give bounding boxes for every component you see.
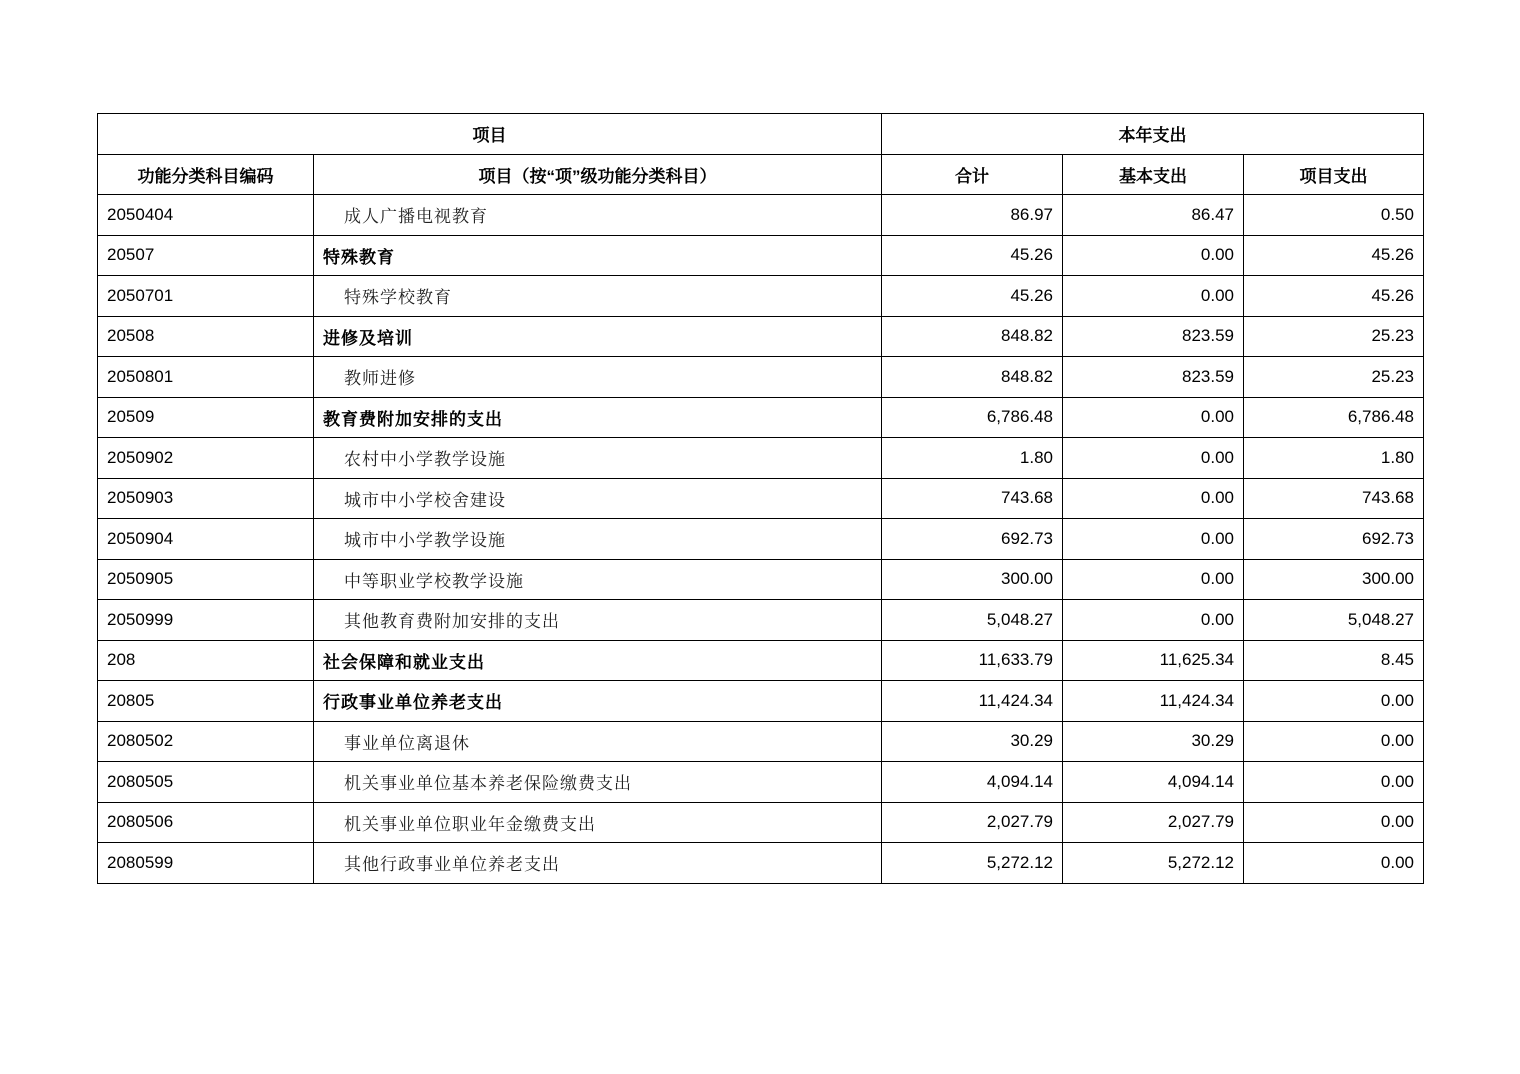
table-row [98,843,1424,884]
table-row [98,235,1424,276]
cell-code: 208 [98,640,314,681]
cell-code: 2050904 [98,519,314,560]
cell-item-name: 其他行政事业单位养老支出 [314,843,882,884]
header-code: 功能分类科目编码 [98,154,314,195]
cell-code: 20509 [98,397,314,438]
cell-code: 2080502 [98,721,314,762]
table-row [98,276,1424,317]
header-row-1 [98,114,1424,155]
header-project-expense: 项目支出 [1244,154,1424,195]
cell-project-expense: 743.68 [1244,478,1424,519]
cell-total: 848.82 [882,357,1063,398]
cell-basic: 11,424.34 [1063,681,1244,722]
cell-total: 6,786.48 [882,397,1063,438]
cell-code: 2080505 [98,762,314,803]
cell-item-name: 城市中小学校舍建设 [314,478,882,519]
cell-total: 300.00 [882,559,1063,600]
cell-project-expense: 5,048.27 [1244,600,1424,641]
cell-basic: 0.00 [1063,478,1244,519]
header-item: 项目（按“项”级功能分类科目） [314,154,882,195]
cell-basic: 0.00 [1063,559,1244,600]
cell-basic: 0.00 [1063,276,1244,317]
cell-item-name: 社会保障和就业支出 [314,640,882,681]
cell-total: 11,633.79 [882,640,1063,681]
cell-code: 2050701 [98,276,314,317]
cell-total: 2,027.79 [882,802,1063,843]
cell-item-name: 农村中小学教学设施 [314,438,882,479]
cell-total: 848.82 [882,316,1063,357]
header-current-year: 本年支出 [882,114,1424,155]
cell-item-name: 特殊教育 [314,235,882,276]
cell-project-expense: 300.00 [1244,559,1424,600]
table-row [98,438,1424,479]
cell-project-expense: 0.50 [1244,195,1424,236]
cell-item-name: 教育费附加安排的支出 [314,397,882,438]
cell-total: 45.26 [882,235,1063,276]
cell-item-name: 城市中小学教学设施 [314,519,882,560]
cell-basic: 11,625.34 [1063,640,1244,681]
table-row [98,802,1424,843]
cell-code: 20805 [98,681,314,722]
table-row [98,195,1424,236]
cell-item-name: 特殊学校教育 [314,276,882,317]
table-row [98,600,1424,641]
table-row [98,762,1424,803]
cell-code: 20507 [98,235,314,276]
cell-basic: 30.29 [1063,721,1244,762]
cell-basic: 0.00 [1063,397,1244,438]
cell-item-name: 进修及培训 [314,316,882,357]
cell-basic: 86.47 [1063,195,1244,236]
cell-code: 2050902 [98,438,314,479]
cell-project-expense: 692.73 [1244,519,1424,560]
cell-code: 2050404 [98,195,314,236]
cell-total: 86.97 [882,195,1063,236]
table-body [98,195,1424,884]
table-row [98,559,1424,600]
cell-project-expense: 6,786.48 [1244,397,1424,438]
cell-code: 2050903 [98,478,314,519]
cell-item-name: 中等职业学校教学设施 [314,559,882,600]
cell-code: 2080599 [98,843,314,884]
table-row [98,316,1424,357]
cell-project-expense: 25.23 [1244,316,1424,357]
cell-total: 1.80 [882,438,1063,479]
cell-basic: 2,027.79 [1063,802,1244,843]
cell-project-expense: 8.45 [1244,640,1424,681]
cell-basic: 5,272.12 [1063,843,1244,884]
cell-code: 2050999 [98,600,314,641]
header-total: 合计 [882,154,1063,195]
cell-basic: 823.59 [1063,316,1244,357]
cell-total: 692.73 [882,519,1063,560]
cell-project-expense: 45.26 [1244,235,1424,276]
cell-project-expense: 0.00 [1244,843,1424,884]
cell-total: 743.68 [882,478,1063,519]
cell-code: 2050905 [98,559,314,600]
cell-item-name: 机关事业单位职业年金缴费支出 [314,802,882,843]
cell-total: 5,048.27 [882,600,1063,641]
table-row [98,357,1424,398]
cell-project-expense: 0.00 [1244,802,1424,843]
cell-project-expense: 25.23 [1244,357,1424,398]
cell-code: 2080506 [98,802,314,843]
table-row [98,640,1424,681]
cell-project-expense: 45.26 [1244,276,1424,317]
cell-basic: 0.00 [1063,600,1244,641]
budget-table [97,113,1424,884]
cell-total: 4,094.14 [882,762,1063,803]
cell-project-expense: 0.00 [1244,681,1424,722]
cell-item-name: 成人广播电视教育 [314,195,882,236]
header-project: 项目 [98,114,882,155]
cell-basic: 0.00 [1063,235,1244,276]
cell-item-name: 其他教育费附加安排的支出 [314,600,882,641]
table-row [98,681,1424,722]
header-row-2 [98,154,1424,195]
cell-item-name: 行政事业单位养老支出 [314,681,882,722]
cell-code: 2050801 [98,357,314,398]
table-row [98,397,1424,438]
table-row [98,478,1424,519]
cell-item-name: 机关事业单位基本养老保险缴费支出 [314,762,882,803]
cell-basic: 0.00 [1063,519,1244,560]
cell-code: 20508 [98,316,314,357]
cell-basic: 0.00 [1063,438,1244,479]
cell-project-expense: 1.80 [1244,438,1424,479]
cell-total: 45.26 [882,276,1063,317]
cell-total: 11,424.34 [882,681,1063,722]
cell-total: 30.29 [882,721,1063,762]
table-row [98,519,1424,560]
table-row [98,721,1424,762]
cell-basic: 4,094.14 [1063,762,1244,803]
cell-item-name: 事业单位离退休 [314,721,882,762]
cell-project-expense: 0.00 [1244,762,1424,803]
header-basic: 基本支出 [1063,154,1244,195]
cell-total: 5,272.12 [882,843,1063,884]
cell-project-expense: 0.00 [1244,721,1424,762]
cell-basic: 823.59 [1063,357,1244,398]
cell-item-name: 教师进修 [314,357,882,398]
